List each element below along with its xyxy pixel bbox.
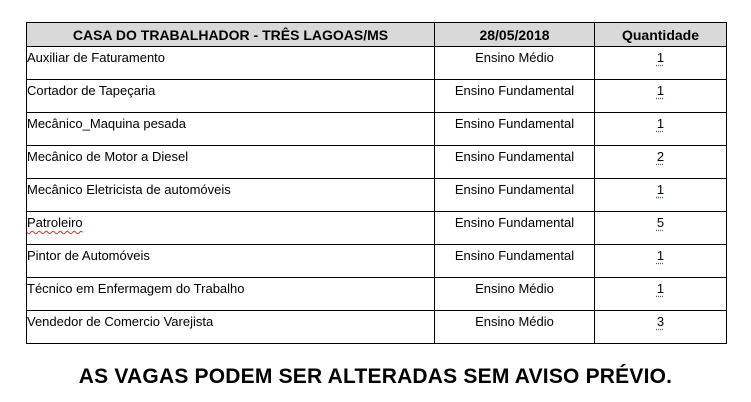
job-education: Ensino Médio: [435, 311, 595, 344]
job-quantity-cell: [595, 146, 727, 179]
job-quantity-cell: [595, 278, 727, 311]
table-row: [27, 245, 727, 278]
job-role: Pintor de Automóveis: [27, 245, 435, 278]
table-row: [27, 47, 727, 80]
job-quantity: 5: [656, 215, 665, 230]
job-education: Ensino Fundamental: [435, 80, 595, 113]
header-location: CASA DO TRABALHADOR - TRÊS LAGOAS/MS: [27, 23, 435, 47]
job-quantity-cell: [595, 113, 727, 146]
job-role-cell: [27, 212, 435, 245]
job-quantity: 1: [656, 83, 665, 98]
job-quantity: 1: [656, 248, 665, 263]
job-quantity-cell: [595, 80, 727, 113]
table-row: [27, 113, 727, 146]
job-vacancies-table: [26, 22, 727, 344]
job-quantity: 1: [656, 182, 665, 197]
job-quantity: 1: [656, 281, 665, 296]
table-row: [27, 212, 727, 245]
job-role: Vendedor de Comercio Varejista: [27, 311, 435, 344]
job-education: Ensino Médio: [435, 278, 595, 311]
job-role: Mecânico_Maquina pesada: [27, 113, 435, 146]
job-quantity-cell: [595, 179, 727, 212]
table-row: [27, 146, 727, 179]
job-education: Ensino Fundamental: [435, 179, 595, 212]
job-role: Cortador de Tapeçaria: [27, 80, 435, 113]
job-quantity: 1: [656, 50, 665, 65]
job-role: Técnico em Enfermagem do Trabalho: [27, 278, 435, 311]
job-education: Ensino Fundamental: [435, 245, 595, 278]
job-quantity: 3: [656, 314, 665, 329]
job-quantity-cell: [595, 212, 727, 245]
job-education: Ensino Fundamental: [435, 212, 595, 245]
table-row: [27, 311, 727, 344]
job-education: Ensino Fundamental: [435, 113, 595, 146]
job-education: Ensino Médio: [435, 47, 595, 80]
header-quantity: Quantidade: [595, 23, 727, 47]
table-row: [27, 179, 727, 212]
job-quantity-cell: [595, 311, 727, 344]
footer-notice: AS VAGAS PODEM SER ALTERADAS SEM AVISO PRÉVIO.: [78, 365, 673, 388]
job-quantity: 1: [656, 116, 665, 131]
table-row: [27, 278, 727, 311]
job-role: Mecânico Eletricista de automóveis: [27, 179, 435, 212]
table-header-row: [27, 23, 727, 47]
job-role: Auxiliar de Faturamento: [27, 47, 435, 80]
header-date: 28/05/2018: [435, 23, 595, 47]
table-row: [27, 80, 727, 113]
job-role: Mecânico de Motor a Diesel: [27, 146, 435, 179]
job-quantity: 2: [656, 149, 665, 164]
job-role: Patroleiro: [27, 215, 83, 230]
job-quantity-cell: [595, 47, 727, 80]
job-education: Ensino Fundamental: [435, 146, 595, 179]
job-quantity-cell: [595, 245, 727, 278]
